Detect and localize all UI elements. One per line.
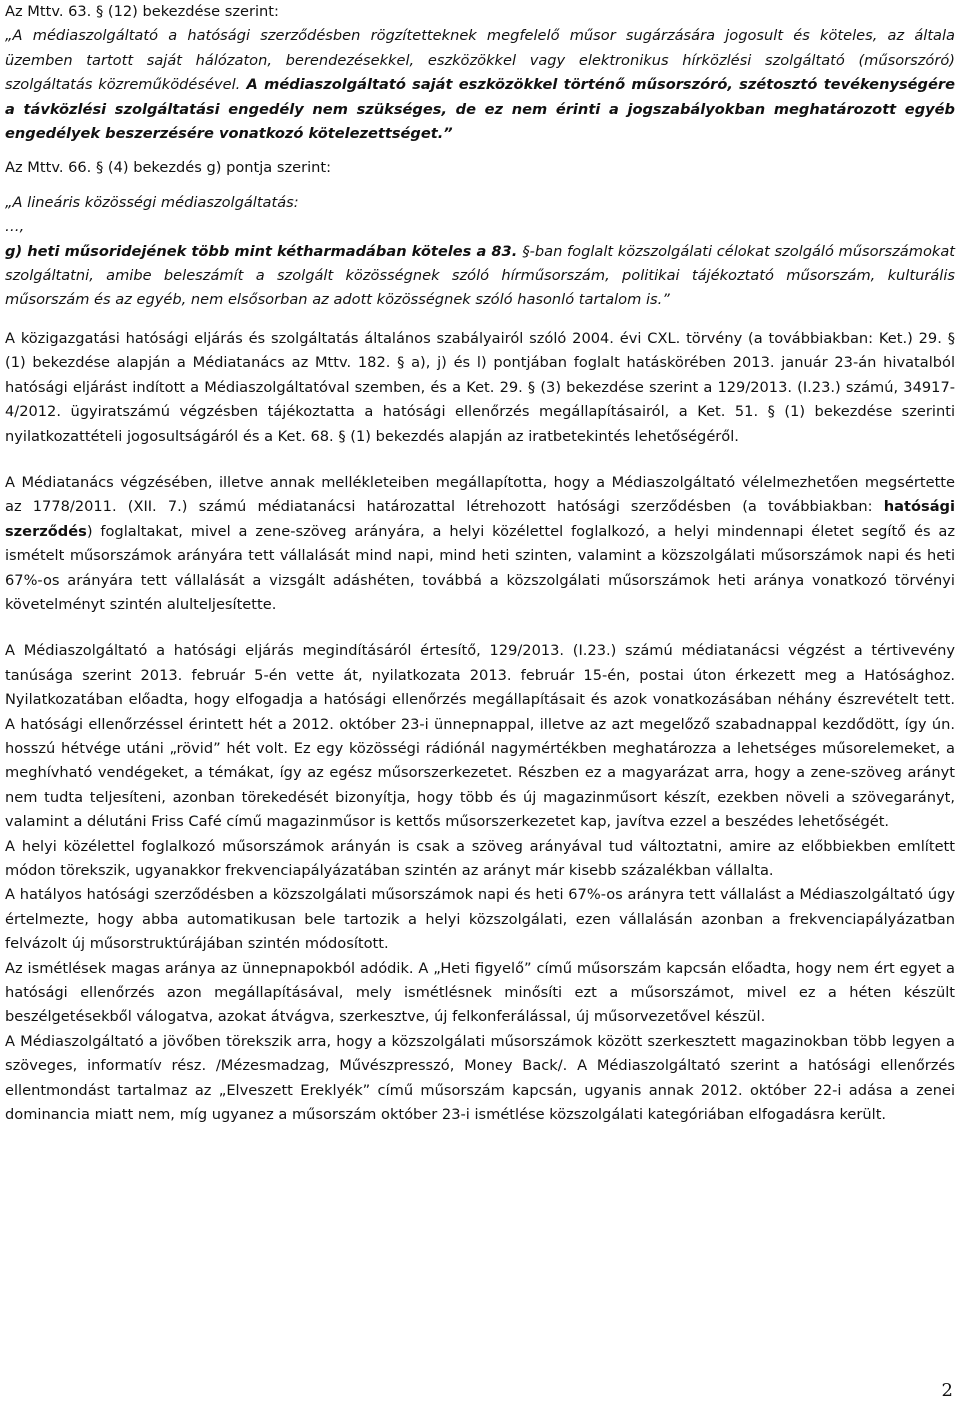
paragraph-findings	[5, 471, 955, 617]
quote1-bold-italic-text: A médiaszolgáltató saját eszközökkel történő műsorszóró, szétosztó tevékenységére a távközlési szolgáltatási engedély nem szükséges, de ez nem érinti a jogszabályokban meghatározott egyéb engedélyek beszerzésére vonatkozó kötelezettséget.”	[5, 76, 955, 143]
quote2-title: „A lineáris közösségi médiaszolgáltatás:	[5, 193, 299, 211]
quote2-item	[5, 240, 955, 313]
quote1-intro: Az Mttv. 63. § (12) bekezdése szerint:	[5, 3, 279, 20]
paragraph-public-service-ratio: A hatályos hatósági szerződésben a közszolgálati műsorszámok napi és heti 67%-os arányra tett vállalást a Médiaszolgáltató úgy értelmezte, hogy abba automatikusan bele tartozik a helyi közszolgálati, ezen vállalásán azonban a frekvenciapályázatban felvázolt új műsorstruktúrájában szintén módosított.	[5, 886, 955, 953]
quote2-intro: Az Mttv. 66. § (4) bekezdés g) pontja szerint:	[5, 159, 332, 177]
paragraph-repeats: Az ismétlések magas aránya az ünnepnapokból adódik. A „Heti figyelő” című műsorszám kapcsán előadta, hogy nem ért egyet a hatósági ellenőrzés azon megállapításával, mely ismétlésnek minősíti ezt a műsorszámot, mivel ez a héten készült beszélgetésekből válogatva, azokat átvágva, szerkesztve, új felkonferálással, új műsorvezetővel készül.	[5, 959, 955, 1026]
quote2-ellipsis: …,	[5, 218, 25, 236]
quote1-italic-text: „A médiaszolgáltató a hatósági szerződésben rögzítetteknek megfelelő műsor sugárzására jogosult és köteles, az általa üzemben tartott saját hálózaton, berendezésekkel, eszközökkel vagy elektronikus hírközlési szolgáltató (műsorszóró) szolgáltatás közreműködésével.	[5, 27, 955, 94]
findings-defined-term: hatósági szerződés	[5, 498, 955, 540]
paragraph-future-plans: A Médiaszolgáltató a jövőben törekszik arra, hogy a közszolgálati műsorszámok között szerkesztett magazinokban több legyen a szöveges, informatív rész. /Mézesmadzag, Művészpresszó, Money Back/. A Médiaszolgáltató szerint a hatósági ellenőrzés ellentmondást tartalmaz az „Elveszett Ereklyék” című műsorszám kapcsán, ugyanis annak 2012. október 22-i adása a zenei dominancia miatt nem, míg ugyanez a műsorszám október 23-i ismétlése közszolgálati kategóriában elfogadásra került.	[5, 1032, 955, 1124]
paragraph-procedure: A közigazgatási hatósági eljárás és szolgáltatás általános szabályairól szóló 2004. évi CXL. törvény (a továbbiakban: Ket.) 29. § (1) bekezdése alapján a Médiatanács az Mttv. 182. § a), j) és l) pontjában foglalt hatáskörében 2013. január 23-án hivatalból hatósági eljárást indított a Médiaszolgáltatóval szemben, és a Ket. 29. § (3) bekezdése szerint a 129/2013. (I.23.) számú, 34917-4/2012. ügyiratszámú végzésben tájékoztatta a hatósági ellenőrzés megállapításairól, a Ket. 51. § (1) bekezdése szerinti nyilatkozattételi jogosultságáról és a Ket. 68. § (1) bekezdés alapján az iratbetekintés lehetőségéről.	[5, 329, 955, 445]
paragraph-statement: A Médiaszolgáltató a hatósági eljárás megindításáról értesítő, 129/2013. (I.23.) számú médiatanácsi végzést a tértivevény tanúsága szerint 2013. február 5-én vette át, nyilatkozata 2013. február 15-én, postai úton érkezett meg a Hatósághoz. Nyilatkozatában előadta, hogy elfogadja a hatósági ellenőrzés megállapításait és azok vonatkozásában néhány észrevételt tett. A hatósági ellenőrzéssel érintett hét a 2012. október 23-i ünnepnappal, illetve az azt megelőző szabadnappal kezdődött, így ún. hosszú hétvége utáni „rövid” hét volt. Ez egy közösségi rádiónál nagymértékben meghatározza a lehetséges műsorelemeket, a meghívható vendégeket, a témákat, így az egész műsorszerkezetet. Részben ez a magyarázat arra, hogy a zene-szöveg arányt nem tudta teljesíteni, azonban törekedését bizonyítja, hogy több és új magazinműsort készít, ezekben növeli a szövegarányt, valamint a délutáni Friss Café című magazinműsor is kettős műsorszerkezetet kap, javítva ezzel a beszédes lehetőségét.	[5, 642, 955, 831]
quote2-item-lead: g) heti műsoridejének több mint kétharmadában köteles a 83.	[5, 242, 523, 260]
quote2-item-rest: §-ban foglalt közszolgálati célokat szolgáló műsorszámokat szolgáltatni, amibe beleszámít a szolgált közösségnek szóló hírműsorszám, politikai tájékoztató műsorszám, kulturális műsorszám és az egyéb, nem elsősorban az adott közösségnek szóló hasonló tartalom is.”	[5, 242, 955, 309]
quote1-body	[5, 24, 955, 146]
findings-text-b: ) foglaltakat, mivel a zene-szöveg arányára, a helyi közélettel foglalkozó, a helyi mindennapi életet segítő és az ismételt műsorszámok arányára tett vállalását mind napi, mind heti szinten, valamint a közszolgálati műsorszámok napi és heti 67%-os arányára tett vállalását a vizsgált adáshéten, továbbá a közszolgálati műsorszámok heti aránya vonatkozó törvényi követelményt szintén alulteljesítette.	[5, 522, 955, 613]
paragraph-local-public-life: A helyi közélettel foglalkozó műsorszámok arányán is csak a szöveg arányával tud változtatni, amire az előbbiekben említett módon törekszik, ugyanakkor frekvenciapályázatában szintén az arányt már kisebb százalékban vállalta.	[5, 837, 955, 879]
page-number: 2	[941, 1380, 953, 1401]
findings-text-a: A Médiatanács végzésében, illetve annak mellékleteiben megállapította, hogy a Médiaszolgáltató vélelmezhetően megsértette az 1778/2011. (XII. 7.) számú médiatanácsi határozattal létrehozott hatósági szerződésben (a továbbiakban:	[5, 473, 955, 516]
document-page	[5, 0, 955, 1127]
